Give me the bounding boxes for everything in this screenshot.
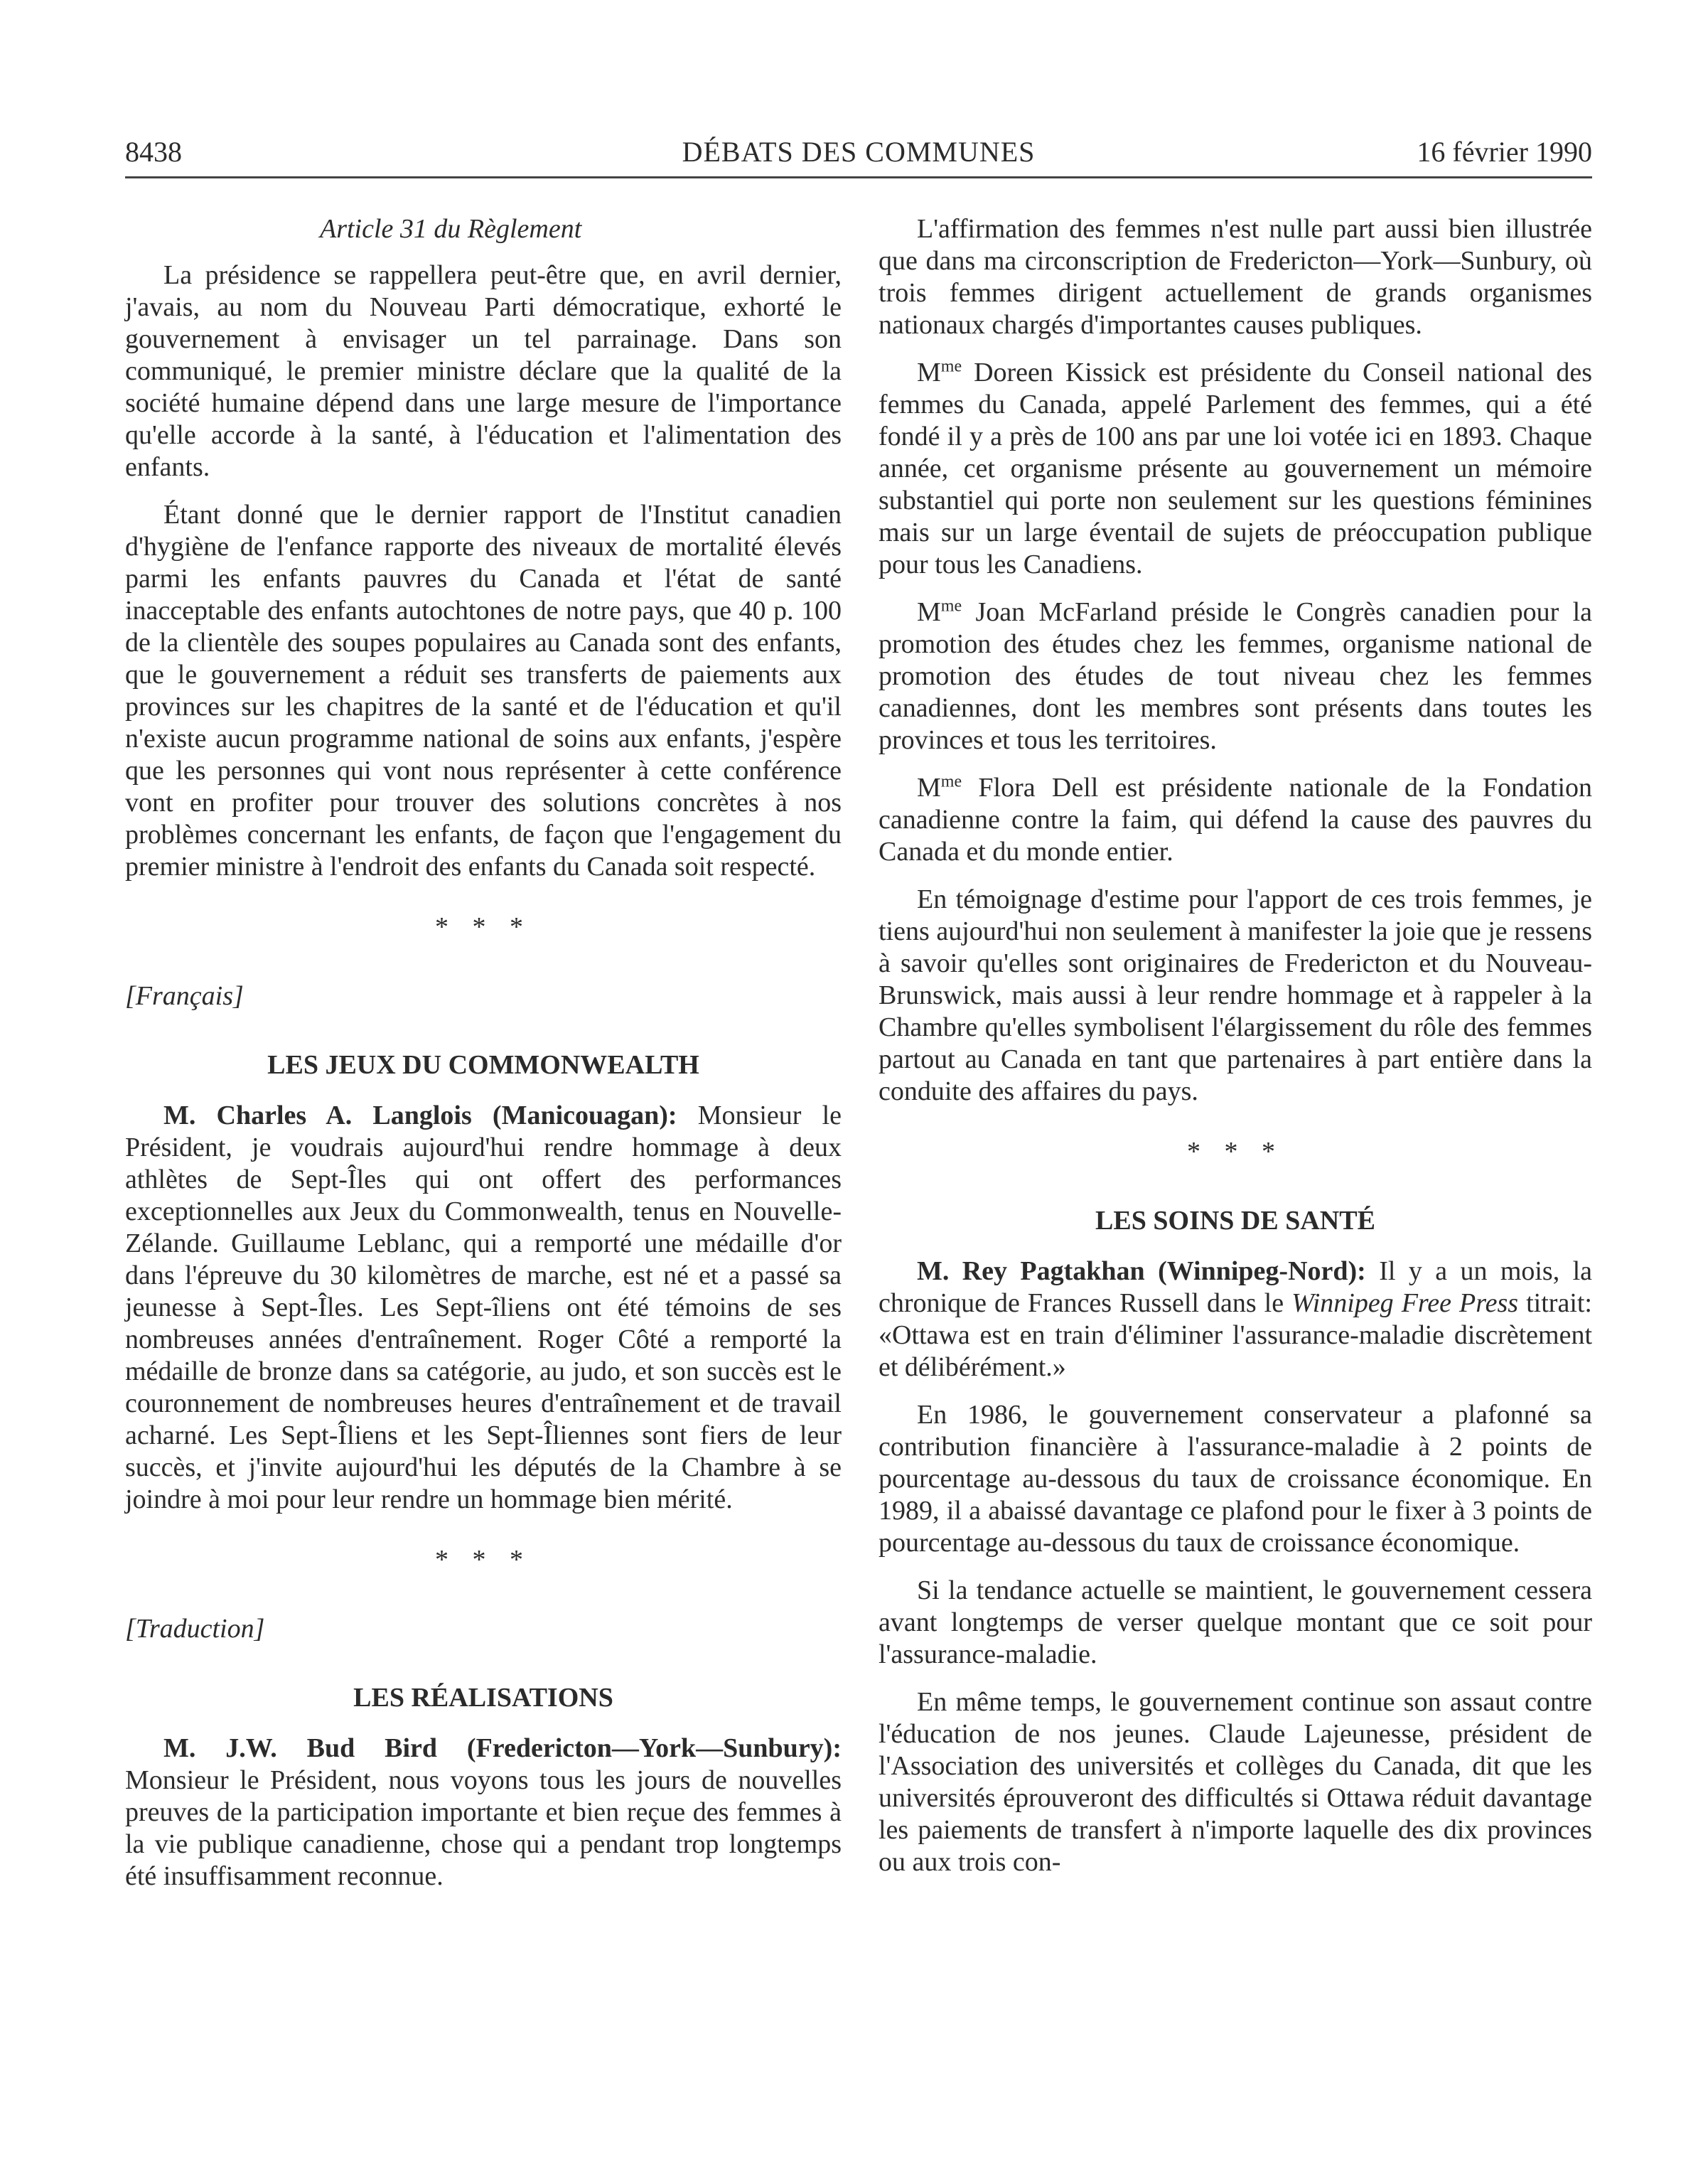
paragraph: En même temps, le gouvernement continue son assaut contre l'éducation de nos jeunes. Claude Lajeunesse, président de l'Association des universités et collèges du Canada, dit que les universités éprouveront des difficultés si Ottawa réduit davantage les paiements de transfert à n'importe laquelle des dix provinces ou aux trois con-	[879, 1687, 1592, 1877]
speaker-name: M. J.W. Bud Bird (Fredericton—York—Sunbury):	[163, 1733, 842, 1763]
paragraph: Si la tendance actuelle se maintient, le gouvernement cessera avant longtemps de verser quelque montant que ce soit pour l'assurance-maladie.	[879, 1575, 1592, 1669]
language-marker: [Traduction]	[125, 1614, 265, 1644]
speech-text: Doreen Kissick est présidente du Conseil national des femmes du Canada, appelé Parlement des femmes, qui a été fondé il y a près de 100 ans par une loi votée ici en 1893. Chaque année, cet organisme présente au gouvernement un mémoire substantiel qui porte non seulement sur les questions féminines mais sur un large éventail de sujets de préoccupation publique pour tous les Canadiens.	[879, 358, 1592, 579]
title-abbrev-sup: me	[940, 596, 962, 616]
section-separator: * * *	[435, 912, 532, 942]
speech-text: Monsieur le Président, nous voyons tous les jours de nouvelles preuves de la participation importante et bien reçue des femmes à la vie publique canadienne, chose qui a pendant trop longtemps été insuffisamment reconnue.	[125, 1765, 842, 1891]
paragraph: En 1986, le gouvernement conservateur a plafonné sa contribution financière à l'assurance-maladie à 2 points de pourcentage au-dessous du taux de croissance économique. En 1989, il a abaissé davantage ce plafond pour le fixer à 3 points de pourcentage au-dessous du taux de croissance économique.	[879, 1400, 1592, 1558]
subheading: Article 31 du Règlement	[320, 214, 582, 244]
title-abbrev: M	[917, 358, 941, 387]
speech-text: Il y a un mois, la chronique de Frances Russell dans le	[879, 1256, 1593, 1318]
right-column	[879, 213, 1592, 1894]
speech-text: Joan McFarland préside le Congrès canadien pour la promotion des études chez les femmes, organisme national de promotion des études de tout niveau chez les femmes canadiennes, dont les membres sont présents dans toutes les provinces et tous les territoires.	[879, 597, 1592, 755]
speech-text: titrait: «Ottawa est en train d'éliminer l'assurance-maladie discrètement et délibérément.»	[879, 1288, 1592, 1382]
left-column	[125, 213, 842, 1908]
paragraph: En témoignage d'estime pour l'apport de ces trois femmes, je tiens aujourd'hui non seulement à manifester la joie que je ressens à savoir qu'elles sont originaires de Fredericton et du Nouveau-Brunswick, mais aussi à leur rendre hommage et à rappeler à la Chambre qu'elles symbolisent l'élargissement du rôle des femmes partout au Canada en tant que partenaires à part entière dans la conduite des affaires du pays.	[879, 884, 1592, 1106]
paragraph: L'affirmation des femmes n'est nulle part aussi bien illustrée que dans ma circonscription de Fredericton—York—Sunbury, où trois femmes dirigent actuellement de grands organismes nationaux chargés d'importantes causes publiques.	[879, 214, 1592, 340]
section-heading: LES RÉALISATIONS	[353, 1683, 613, 1713]
speaker-name: M. Rey Pagtakhan (Winnipeg-Nord):	[917, 1256, 1366, 1286]
language-marker: [Français]	[125, 981, 244, 1011]
title-abbrev: M	[917, 597, 941, 627]
speech-text: Monsieur le Président, je voudrais aujourd'hui rendre hommage à deux athlètes de Sept-Îles qui ont offert des performances exceptionnelles aux Jeux du Commonwealth, tenus en Nouvelle-Zélande. Guillaume Leblanc, qui a remporté une médaille d'or dans l'épreuve du 30 kilomètres de marche, est né et a passé sa jeunesse à Sept-Îles. Les Sept-îliens ont été témoins de ses nombreuses années d'entraînement. Roger Côté a remporté la médaille de bronze dans sa catégorie, au judo, et son succès est le couronnement de nombreuses heures d'entraînement et de travail acharné. Les Sept-Îliens et les Sept-Îliennes sont fiers de leur succès, et j'invite aujourd'hui les députés de la Chambre à se joindre à moi pour leur rendre un hommage bien mérité.	[125, 1101, 842, 1514]
paragraph: Étant donné que le dernier rapport de l'Institut canadien d'hygiène de l'enfance rapporte des niveaux de mortalité élevés parmi les enfants pauvres du Canada et l'état de santé inacceptable des enfants autochtones de notre pays, que 40 p. 100 de la clientèle des soupes populaires au Canada sont des enfants, que le gouvernement a réduit ses transferts de paiements aux provinces sur les chapitres de la santé et de l'éducation et qu'il n'existe aucun programme national de soins aux enfants, j'espère que les personnes qui vont nous représenter à cette conférence vont en profiter pour trouver des solutions concrètes à nos problèmes concernant les enfants, de façon que l'engagement du premier ministre à l'endroit des enfants du Canada soit respecté.	[125, 500, 842, 882]
paragraph	[879, 357, 1592, 581]
header-rule	[125, 176, 1592, 178]
paragraph	[879, 772, 1592, 868]
title-abbrev-sup: me	[940, 357, 962, 376]
speaker-name: M. Charles A. Langlois (Manicouagan):	[163, 1101, 677, 1130]
section-heading: LES SOINS DE SANTÉ	[1095, 1206, 1375, 1236]
paragraph	[879, 596, 1592, 756]
page-number: 8438	[125, 136, 182, 168]
paragraph: La présidence se rappellera peut-être que, en avril dernier, j'avais, au nom du Nouveau Parti démocratique, exhorté le gouvernement à envisager un tel parrainage. Dans son communiqué, le premier ministre déclare que la qualité de la société humaine dépend dans une large mesure de l'importance qu'elle accorde à la santé, à l'éducation et l'alimentation des enfants.	[125, 260, 842, 482]
section-heading: LES JEUX DU COMMONWEALTH	[267, 1050, 699, 1080]
page-header	[125, 135, 1592, 178]
title-abbrev-sup: me	[940, 772, 962, 791]
publication-title: DÉBATS DES COMMUNES	[682, 136, 1036, 168]
paragraph	[125, 1733, 842, 1893]
section-separator: * * *	[1187, 1137, 1284, 1167]
publication-date: 16 février 1990	[1417, 136, 1592, 168]
title-abbrev: M	[917, 773, 941, 803]
section-separator: * * *	[435, 1545, 532, 1575]
paragraph	[125, 1100, 842, 1516]
newspaper-name: Winnipeg Free Press	[1291, 1288, 1519, 1318]
speech-text: Flora Dell est présidente nationale de la Fondation canadienne contre la faim, qui défend la cause des pauvres du Canada et du monde entier.	[879, 773, 1593, 867]
paragraph	[879, 1256, 1592, 1383]
